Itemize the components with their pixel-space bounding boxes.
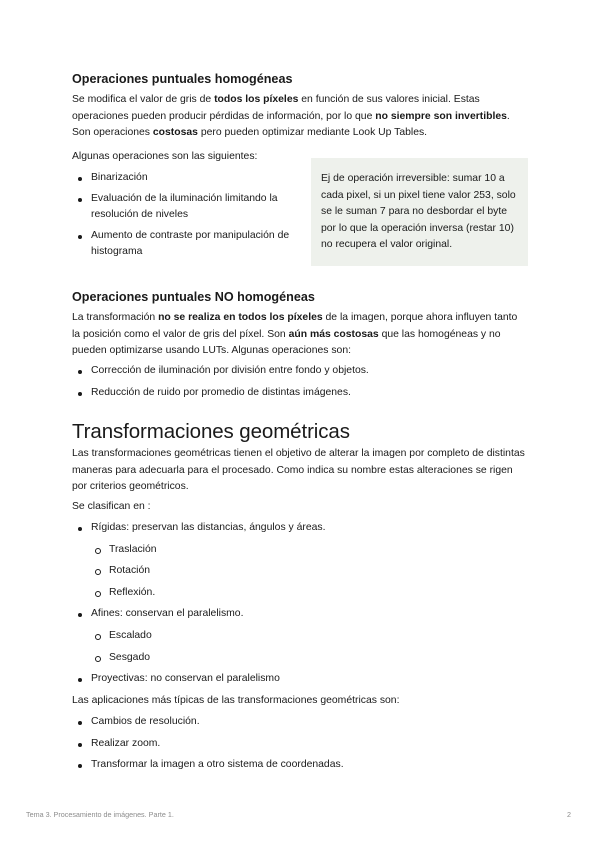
section-heading-non-homogeneous: Operaciones puntuales NO homogéneas: [72, 290, 315, 304]
homogeneous-description: Se modifica el valor de gris de todos los píxeles en función de sus valores inicial. Estas operaciones pueden producir pérdidas de información, por lo que no siempre son invertibles. Son operaciones costosas pero pueden optimizar mediante Look Up Tables.: [72, 94, 510, 139]
list-item: Traslación: [72, 542, 528, 559]
non-homogeneous-description: La transformación no se realiza en todos los píxeles de la imagen, porque ahora influyen tanto la posición como el valor de gris del píxel. Son aún más costosas que las homogéneas y no pueden optimizarse usando LUTs. Algunas operaciones son:: [72, 312, 518, 357]
page-number: 2: [567, 810, 571, 819]
classification-list: [72, 520, 528, 688]
list-item-affine: Afines: conservan el paralelismo.: [72, 606, 528, 623]
note-callout: Ej de operación irreversible: sumar 10 a cada pixel, si un pixel tiene valor 253, solo se le suman 7 para no desbordar el byte por lo que la operación inversa (restar 10) no recupera el valor original.: [311, 158, 528, 266]
list-item-rigid: Rígidas: preservan las distancias, ángulos y áreas.: [72, 520, 528, 537]
list-item: Realizar zoom.: [72, 736, 528, 753]
list-item: Reflexión.: [72, 585, 528, 602]
list-item: Cambios de resolución.: [72, 714, 528, 731]
footer-title: Tema 3. Procesamiento de imágenes. Parte 1.: [26, 810, 174, 819]
classification-intro: Se clasifican en :: [72, 501, 151, 512]
non-homogeneous-operations-list: [72, 363, 528, 401]
list-item: Sesgado: [72, 650, 528, 667]
list-item: Reducción de ruido por promedio de distintas imágenes.: [72, 385, 528, 402]
section-heading-geometric: Transformaciones geométricas: [72, 420, 350, 443]
list-item: Transformar la imagen a otro sistema de coordenadas.: [72, 757, 528, 774]
list-item: Binarización: [72, 170, 297, 187]
applications-list: [72, 714, 528, 774]
list-item: Corrección de iluminación por división entre fondo y objetos.: [72, 363, 528, 380]
applications-intro: Las aplicaciones más típicas de las transformaciones geométricas son:: [72, 695, 400, 706]
operations-intro: Algunas operaciones son las siguientes:: [72, 151, 258, 162]
homogeneous-operations-list: [72, 170, 297, 261]
geometric-description: Las transformaciones geométricas tienen el objetivo de alterar la imagen por completo de distintas maneras para adecuarla para el procesado. Como indica su nombre estas alteraciones se rigen por criterios geométricos.: [72, 448, 525, 493]
list-item: Rotación: [72, 563, 528, 580]
list-item: Aumento de contraste por manipulación de histograma: [72, 228, 297, 261]
list-item-projective: Proyectivas: no conservan el paralelismo: [72, 671, 528, 688]
list-item: Evaluación de la iluminación limitando la resolución de niveles: [72, 191, 297, 224]
section-heading-homogeneous: Operaciones puntuales homogéneas: [72, 72, 293, 86]
list-item: Escalado: [72, 628, 528, 645]
